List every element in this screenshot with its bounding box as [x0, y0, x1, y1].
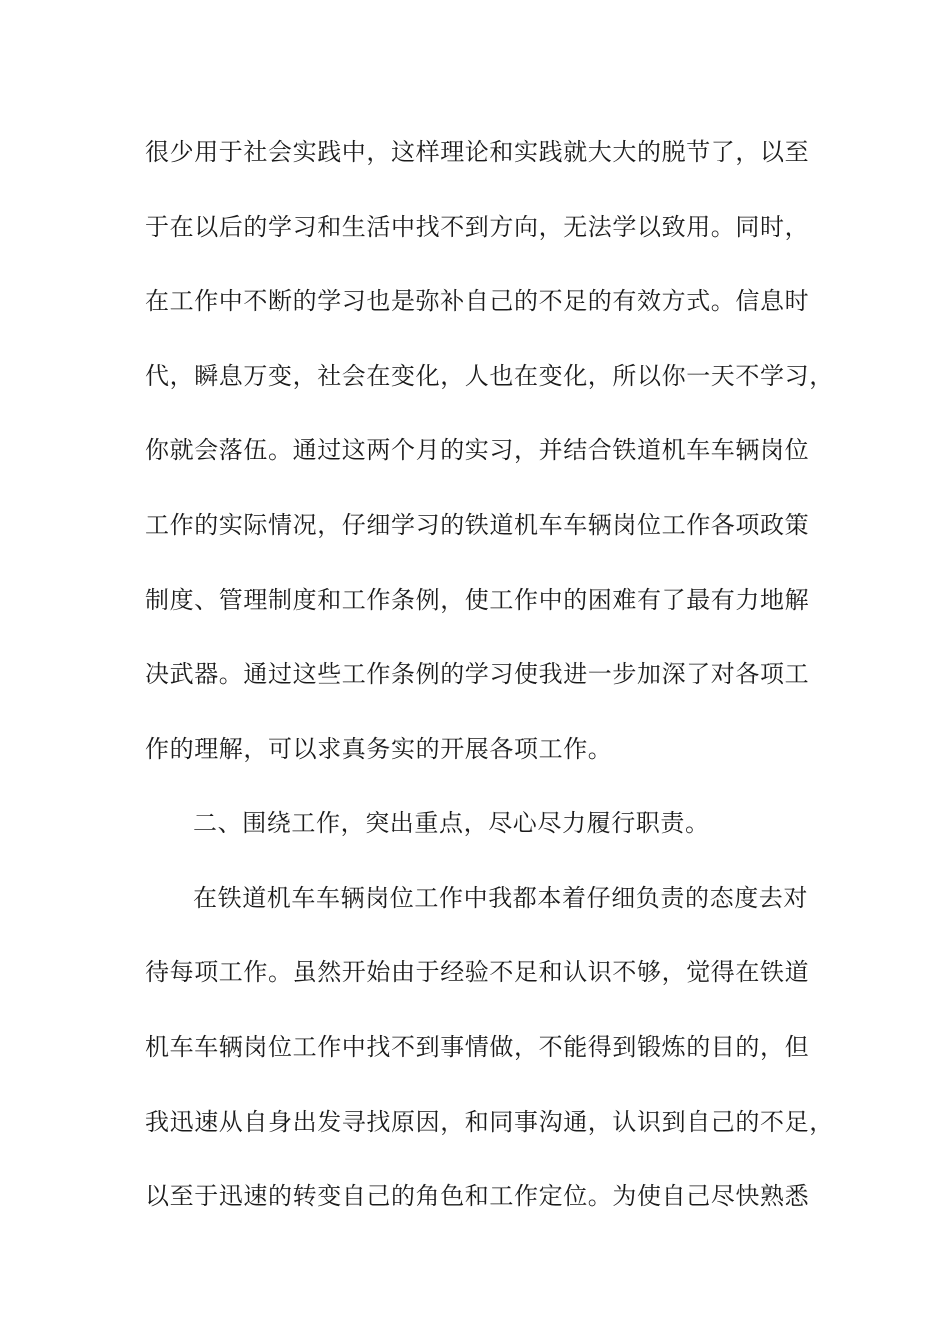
text-line-7: 制度、管理制度和工作条例，使工作中的困难有了最有力地解	[145, 586, 810, 614]
section-heading: 二、围绕工作，突出重点，尽心尽力履行职责。	[193, 809, 710, 837]
text-line-12: 待每项工作。虽然开始由于经验不足和认识不够，觉得在铁道	[145, 958, 810, 986]
text-line-9: 作的理解，可以求真务实的开展各项工作。	[145, 735, 613, 763]
text-line-15: 以至于迅速的转变自己的角色和工作定位。为使自己尽快熟悉	[145, 1182, 810, 1210]
text-line-5: 你就会落伍。通过这两个月的实习，并结合铁道机车车辆岗位	[145, 436, 810, 464]
text-line-6: 工作的实际情况，仔细学习的铁道机车车辆岗位工作各项政策	[145, 511, 810, 539]
text-line-3: 在工作中不断的学习也是弥补自己的不足的有效方式。信息时	[145, 287, 810, 315]
text-line-14: 我迅速从自身出发寻找原因，和同事沟通，认识到自己的不足，	[145, 1108, 834, 1136]
text-line-4: 代，瞬息万变，社会在变化，人也在变化，所以你一天不学习，	[145, 362, 834, 390]
text-line-8: 决武器。通过这些工作条例的学习使我进一步加深了对各项工	[145, 660, 810, 688]
text-line-2: 于在以后的学习和生活中找不到方向，无法学以致用。同时，	[145, 213, 810, 241]
text-line-13: 机车车辆岗位工作中找不到事情做，不能得到锻炼的目的，但	[145, 1033, 810, 1061]
text-line-1: 很少用于社会实践中，这样理论和实践就大大的脱节了，以至	[145, 138, 810, 166]
text-line-11: 在铁道机车车辆岗位工作中我都本着仔细负责的态度去对	[193, 884, 808, 912]
